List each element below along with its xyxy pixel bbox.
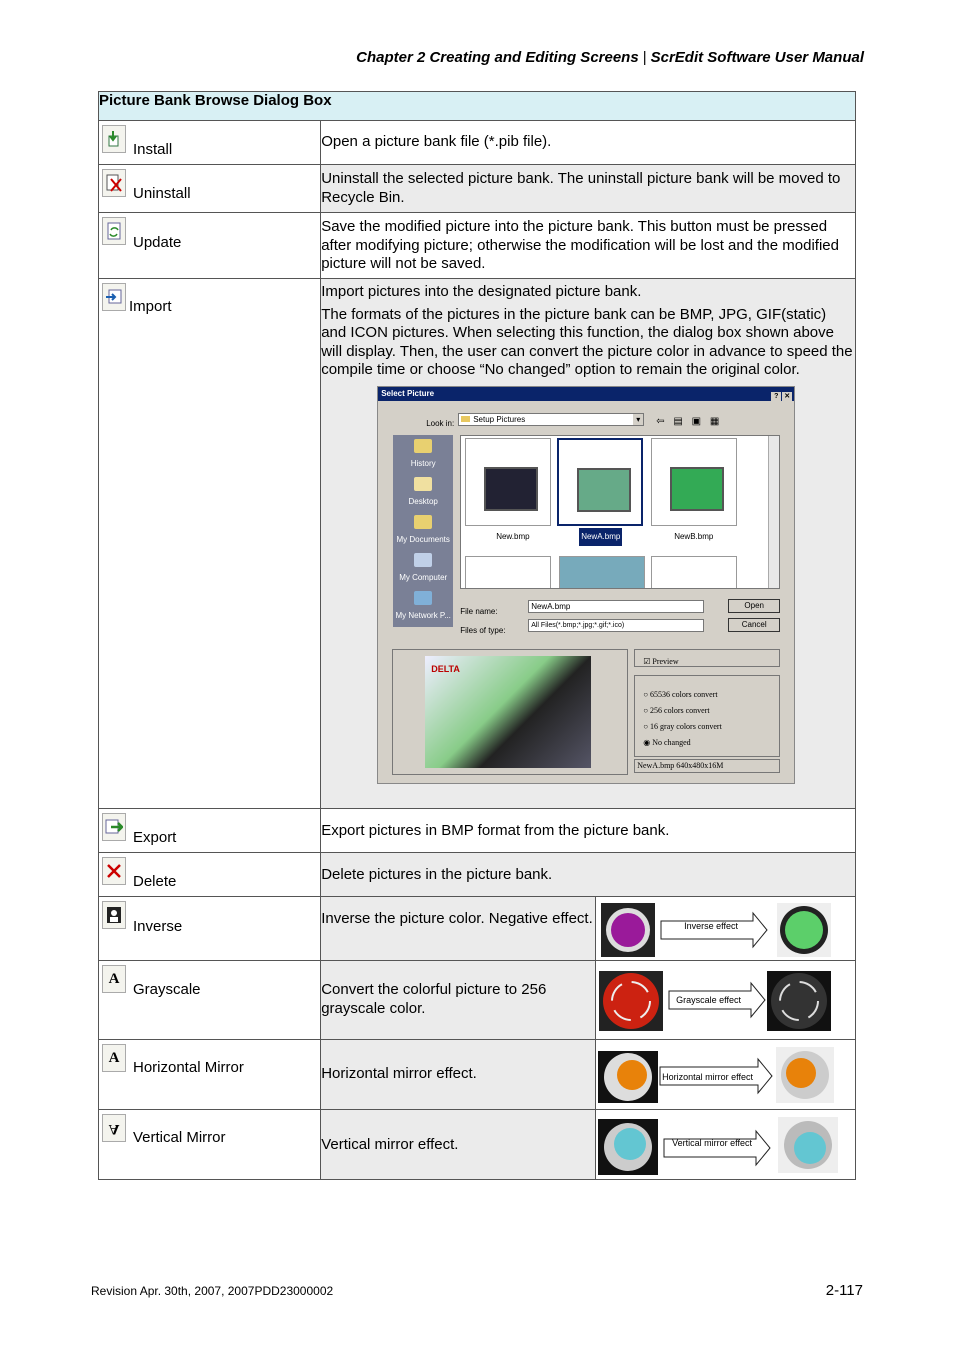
file-list-scrollbar[interactable]: [768, 436, 779, 588]
preview-checkbox[interactable]: ☑ Preview: [634, 649, 780, 667]
manual-title: ScrEdit Software User Manual: [650, 49, 864, 66]
places-item-desktop[interactable]: Desktop: [393, 473, 453, 511]
file-list[interactable]: [460, 435, 780, 589]
row-label-grayscale: A Grayscale: [99, 961, 321, 1040]
dialog-titlebar: Select Picture ? ✕: [378, 387, 794, 401]
file-name-input[interactable]: NewA.bmp: [528, 600, 704, 613]
row-label-vertical-mirror: A Vertical Mirror: [99, 1110, 321, 1180]
row-desc-horizontal-mirror: Horizontal mirror effect.: [321, 1040, 596, 1110]
close-button[interactable]: ✕: [782, 392, 792, 401]
row-desc-export: Export pictures in BMP format from the picture bank.: [321, 809, 856, 853]
file-thumb-selected[interactable]: NewA.bmp: [557, 438, 643, 526]
vertical-mirror-effect-label: Vertical mirror effect: [672, 1138, 752, 1148]
places-item-history[interactable]: History: [393, 435, 453, 473]
row-label-update: Update: [99, 213, 321, 279]
look-in-select[interactable]: Setup Pictures ▾: [458, 413, 644, 426]
row-label-install: Install: [99, 121, 321, 165]
places-item-network[interactable]: My Network P...: [393, 587, 453, 625]
places-item-my-documents[interactable]: My Documents: [393, 511, 453, 549]
horizontal-mirror-effect-example: [596, 1040, 856, 1110]
picture-bank-table: [98, 91, 856, 1180]
page-number: 2-117: [825, 1282, 863, 1299]
look-in-label: Look in:: [426, 418, 455, 428]
cancel-button[interactable]: Cancel: [728, 618, 780, 632]
file-thumb[interactable]: [465, 556, 551, 589]
row-desc-vertical-mirror: Vertical mirror effect.: [321, 1110, 596, 1180]
file-thumb[interactable]: [651, 556, 737, 589]
preview-image: [425, 656, 591, 768]
row-desc-install: Open a picture bank file (*.pib file).: [321, 121, 856, 165]
row-label-inverse: Inverse: [99, 897, 321, 961]
inverse-icon: [102, 901, 126, 929]
vertical-mirror-icon: A: [102, 1114, 126, 1142]
option-no-changed[interactable]: ◉ No changed: [643, 737, 691, 747]
option-256[interactable]: ○ 256 colors convert: [643, 705, 710, 715]
import-icon: [102, 283, 126, 311]
folder-icon: [461, 416, 470, 422]
uninstall-icon: [102, 169, 126, 197]
horizontal-mirror-icon: A: [102, 1044, 126, 1072]
file-thumb[interactable]: New.bmp: [465, 438, 551, 526]
help-button[interactable]: ?: [771, 392, 781, 401]
nav-toolbar-icons[interactable]: ⇦ ▤ ▣ ▦: [656, 415, 723, 427]
select-picture-dialog: [377, 386, 795, 784]
places-bar: [393, 435, 453, 627]
delete-icon: [102, 857, 126, 885]
inverse-effect-example: [596, 897, 856, 961]
chapter-title: Chapter 2 Creating and Editing Screens: [356, 49, 639, 66]
import-desc-line1: Import pictures into the designated picture bank.: [321, 283, 642, 300]
update-icon: [102, 217, 126, 245]
row-label-delete: Delete: [99, 853, 321, 897]
grayscale-icon: A: [102, 965, 126, 993]
row-label-uninstall: Uninstall: [99, 165, 321, 213]
vertical-mirror-effect-example: [596, 1110, 856, 1180]
row-desc-update: Save the modified picture into the picture bank. This button must be pressed after modifying picture; otherwise the modification will be lost and the modified picture will not be saved.: [321, 213, 856, 279]
file-thumb[interactable]: NewB.bmp: [651, 438, 737, 526]
install-icon: [102, 125, 126, 153]
row-desc-grayscale: Convert the colorful picture to 256 grayscale color.: [321, 961, 596, 1040]
option-65536[interactable]: ○ 65536 colors convert: [643, 689, 718, 699]
row-label-import: Import: [99, 279, 321, 809]
header-divider: |: [642, 49, 647, 66]
file-type-label: Files of type:: [460, 625, 506, 635]
file-name-label: File name:: [460, 606, 498, 616]
row-label-horizontal-mirror: A Horizontal Mirror: [99, 1040, 321, 1110]
brand-logo: DELTA: [431, 663, 460, 674]
chevron-down-icon: ▾: [633, 414, 643, 425]
file-thumb[interactable]: [559, 556, 645, 589]
revision-text: Revision Apr. 30th, 2007, 2007PDD23000002: [91, 1284, 334, 1298]
open-button[interactable]: Open: [728, 599, 780, 613]
page-header: [0, 49, 864, 66]
import-desc-body: The formats of the pictures in the picture bank can be BMP, JPG, GIF(static) and ICON pictures. When selecting this function, the dialog box shown above will display. Then, the user can convert the picture color in advance to speed the compile time or choose “No changed” option to remain the original color.: [321, 305, 853, 378]
option-16-gray[interactable]: ○ 16 gray colors convert: [643, 721, 722, 731]
preview-pane: [392, 649, 628, 775]
row-desc-delete: Delete pictures in the picture bank.: [321, 853, 856, 897]
row-desc-import: [321, 279, 856, 809]
row-label-export: Export: [99, 809, 321, 853]
row-desc-inverse: Inverse the picture color. Negative effect.: [321, 897, 596, 961]
grayscale-effect-label: Grayscale effect: [676, 995, 741, 1005]
export-icon: [102, 813, 126, 841]
conversion-options: [634, 675, 780, 757]
row-desc-uninstall: Uninstall the selected picture bank. The uninstall picture bank will be moved to Recycle Bin.: [321, 165, 856, 213]
grayscale-effect-example: [596, 961, 856, 1040]
file-type-select[interactable]: All Files(*.bmp;*.jpg;*.gif;*.ico): [528, 619, 704, 632]
picture-info: NewA.bmp 640x480x16M: [634, 759, 780, 773]
table-title: Picture Bank Browse Dialog Box: [99, 92, 856, 121]
places-item-my-computer[interactable]: My Computer: [393, 549, 453, 587]
horizontal-mirror-effect-label: Horizontal mirror effect: [662, 1072, 753, 1082]
inverse-effect-label: Inverse effect: [684, 921, 738, 931]
